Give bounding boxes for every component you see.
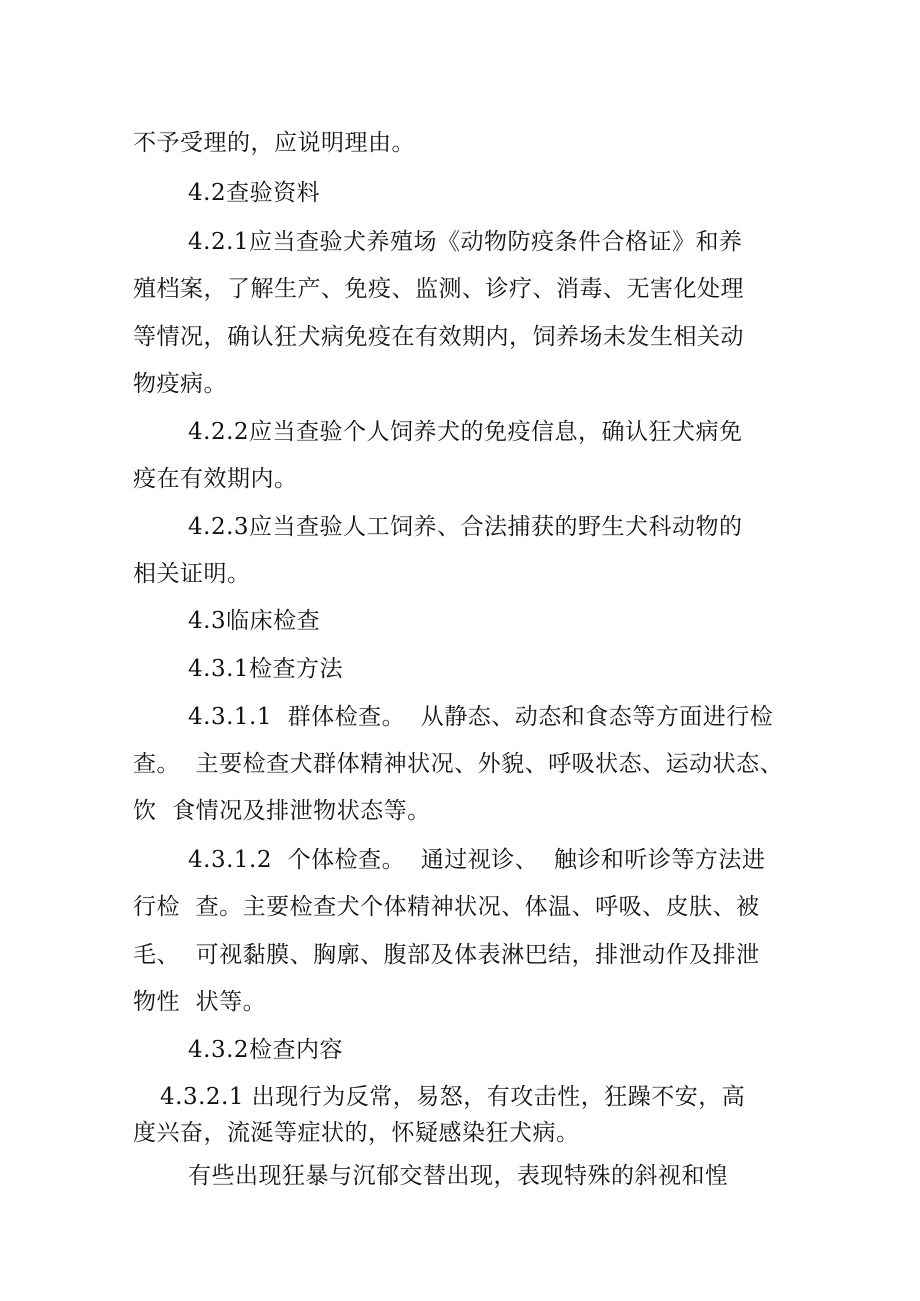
text-line: 有些出现狂暴与沉郁交替出现，表现特殊的斜视和惶 [188, 1163, 729, 1189]
text-line: 4.2.3应当查验人工饲养、合法捕获的野生犬科动物的 [188, 514, 743, 540]
section-heading: 4.2查验资料 [188, 180, 321, 206]
text-line: 等情况，确认狂犬病免疫在有效期内，饲养场未发生相关动 [133, 324, 744, 350]
text-line: 4.3.1.1 群体检查。 从静态、动态和食态等方面进行检 [188, 704, 774, 730]
text-line: 4.2.1应当查验犬养殖场《动物防疫条件合格证》和养 [188, 229, 743, 255]
text-line: 不予受理的，应说明理由。 [133, 130, 415, 156]
subsection-heading: 4.3.2检查内容 [188, 1037, 344, 1063]
text-line: 殖档案，了解生产、免疫、监测、诊疗、消毒、无害化处理 [133, 276, 744, 302]
text-line: 查。 主要检查犬群体精神状况、外貌、呼吸状态、运动状态、 [133, 751, 784, 777]
section-heading: 4.3临床检查 [188, 608, 321, 634]
text-line: 饮 食情况及排泄物状态等。 [133, 798, 431, 824]
subsection-heading: 4.3.1检查方法 [188, 656, 344, 682]
text-line: 4.3.1.2 个体检查。 通过视诊、 触诊和听诊等方法进 [188, 847, 766, 873]
text-line: 物性 状等。 [133, 989, 267, 1015]
text-line: 疫在有效期内。 [133, 466, 298, 492]
text-line: 行检 查。主要检查犬个体精神状况、体温、呼吸、皮肤、被 [133, 894, 760, 920]
text-line: 毛、 可视黏膜、胸廓、腹部及体表淋巴结，排泄动作及排泄 [133, 942, 760, 968]
text-line: 物疫病。 [133, 371, 227, 397]
text-line: 4.3.2.1 出现行为反常，易怒，有攻击性，狂躁不安，高 [160, 1084, 746, 1110]
text-line: 4.2.2应当查验个人饲养犬的免疫信息，确认狂犬病免 [188, 419, 743, 445]
text-line: 度兴奋，流涎等症状的，怀疑感染狂犬病。 [133, 1120, 580, 1146]
text-line: 相关证明。 [133, 561, 251, 587]
